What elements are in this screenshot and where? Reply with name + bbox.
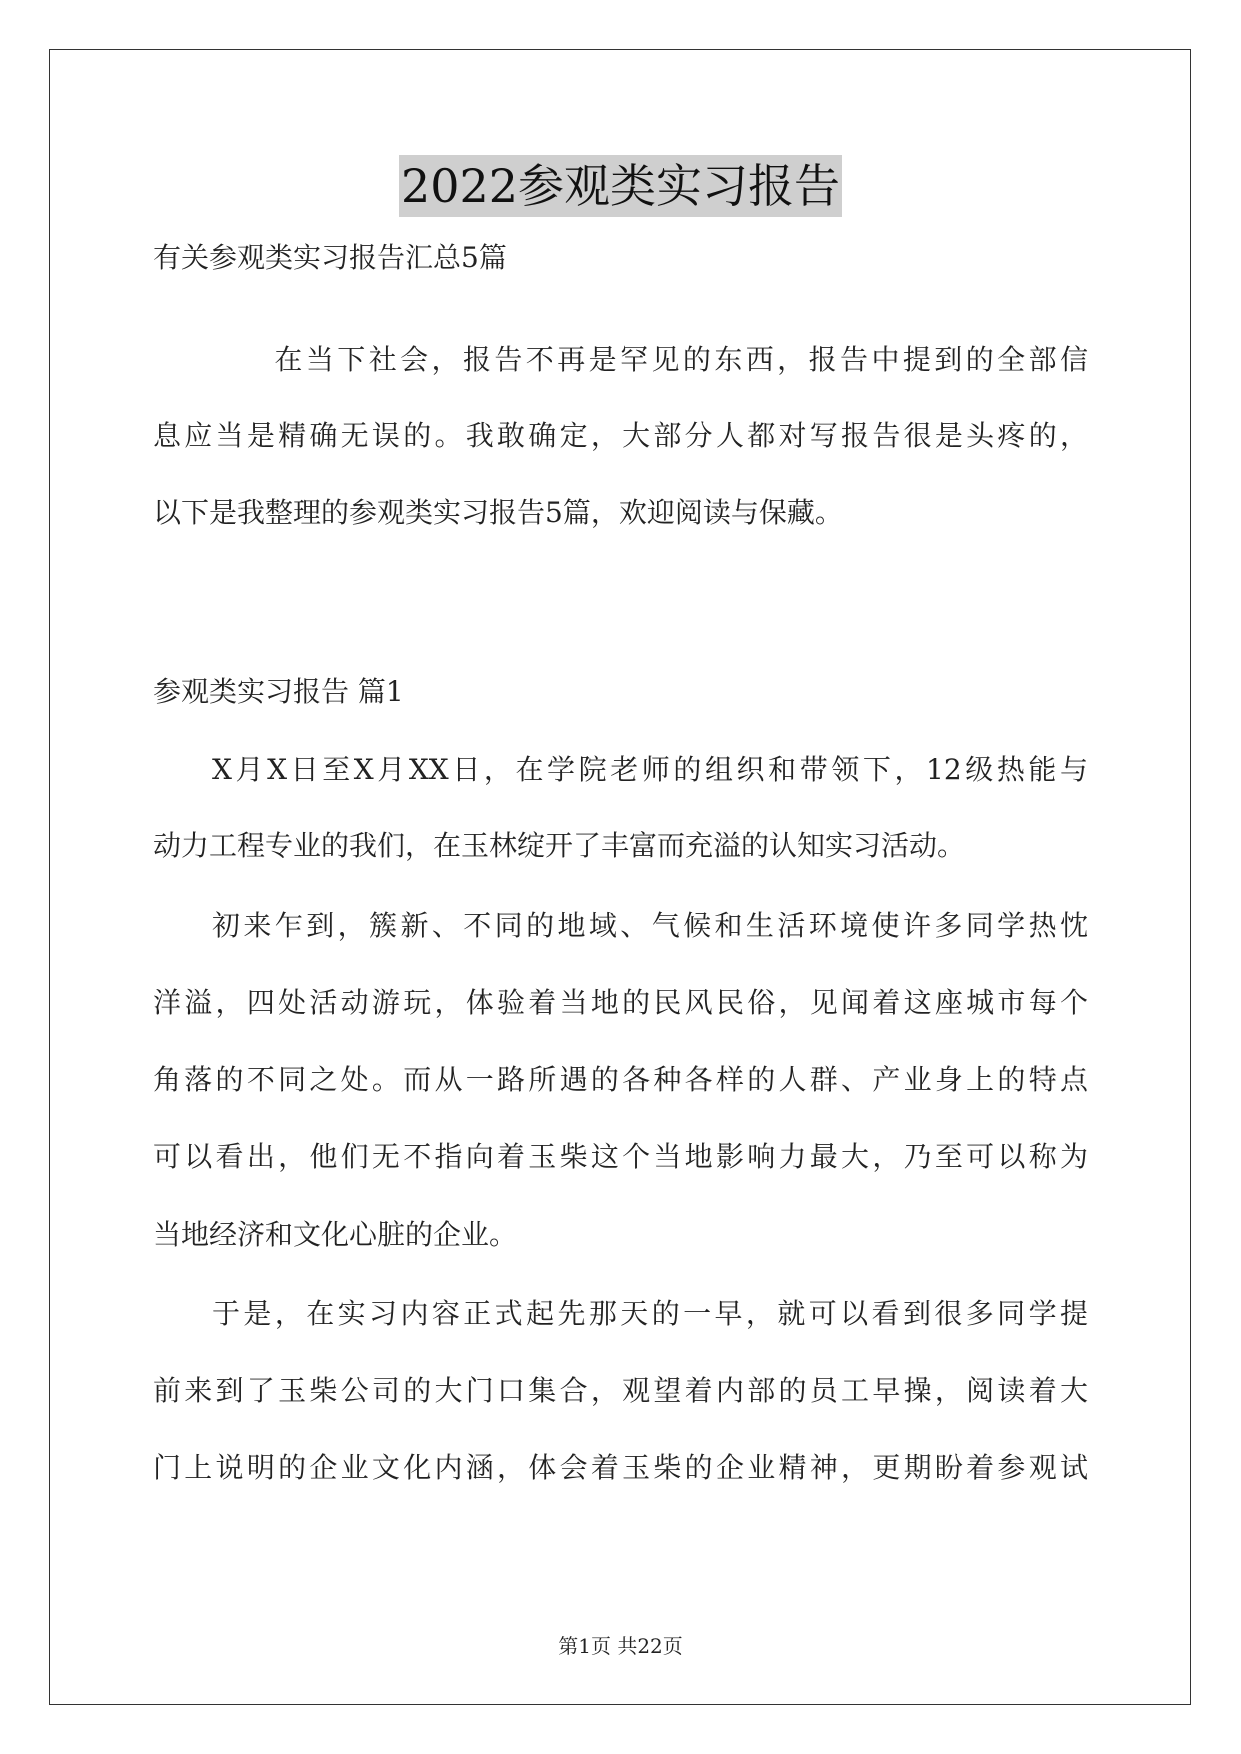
paragraph-line	[153, 340, 1088, 380]
paragraph-line: 前来到了玉柴公司的大门口集合，观望着内部的员工早操，阅读着大	[153, 1374, 1088, 1407]
paragraph-line: 角落的不同之处。而从一路所遇的各种各样的人群、产业身上的特点	[153, 1063, 1088, 1096]
paragraph-line: 初来乍到，簇新、不同的地域、气候和生活环境使许多同学热忱	[212, 909, 1088, 942]
paragraph-line: 门上说明的企业文化内涵，体会着玉柴的企业精神，更期盼着参观试	[153, 1451, 1088, 1484]
paragraph-text: 在当下社会，报告不再是罕见的东西，报告中提到的全部信	[271, 343, 1088, 376]
paragraph-line: 于是，在实习内容正式起先那天的一早，就可以看到很多同学提	[212, 1297, 1088, 1330]
title-container	[0, 155, 1241, 217]
document-title: 2022参观类实习报告	[399, 155, 842, 217]
paragraph-line: 可以看出，他们无不指向着玉柴这个当地影响力最大，乃至可以称为	[153, 1140, 1088, 1173]
paragraph-line: 洋溢，四处活动游玩，体验着当地的民风民俗，见闻着这座城市每个	[153, 986, 1088, 1019]
paragraph-line: 息应当是精确无误的。我敢确定，大部分人都对写报告很是头疼的，	[153, 419, 1088, 452]
page-footer: 第1页 共22页	[558, 1634, 683, 1658]
paragraph-line: X月X日至X月XX日，在学院老师的组织和带领下，12级热能与	[212, 753, 1088, 786]
section-heading: 参观类实习报告 篇1	[153, 675, 404, 708]
subtitle-line: 有关参观类实习报告汇总5篇	[153, 241, 507, 274]
paragraph-line: 当地经济和文化心脏的企业。	[153, 1218, 518, 1251]
paragraph-line: 以下是我整理的参观类实习报告5篇，欢迎阅读与保藏。	[153, 496, 843, 529]
paragraph-line: 动力工程专业的我们，在玉林绽开了丰富而充溢的认知实习活动。	[153, 829, 966, 862]
